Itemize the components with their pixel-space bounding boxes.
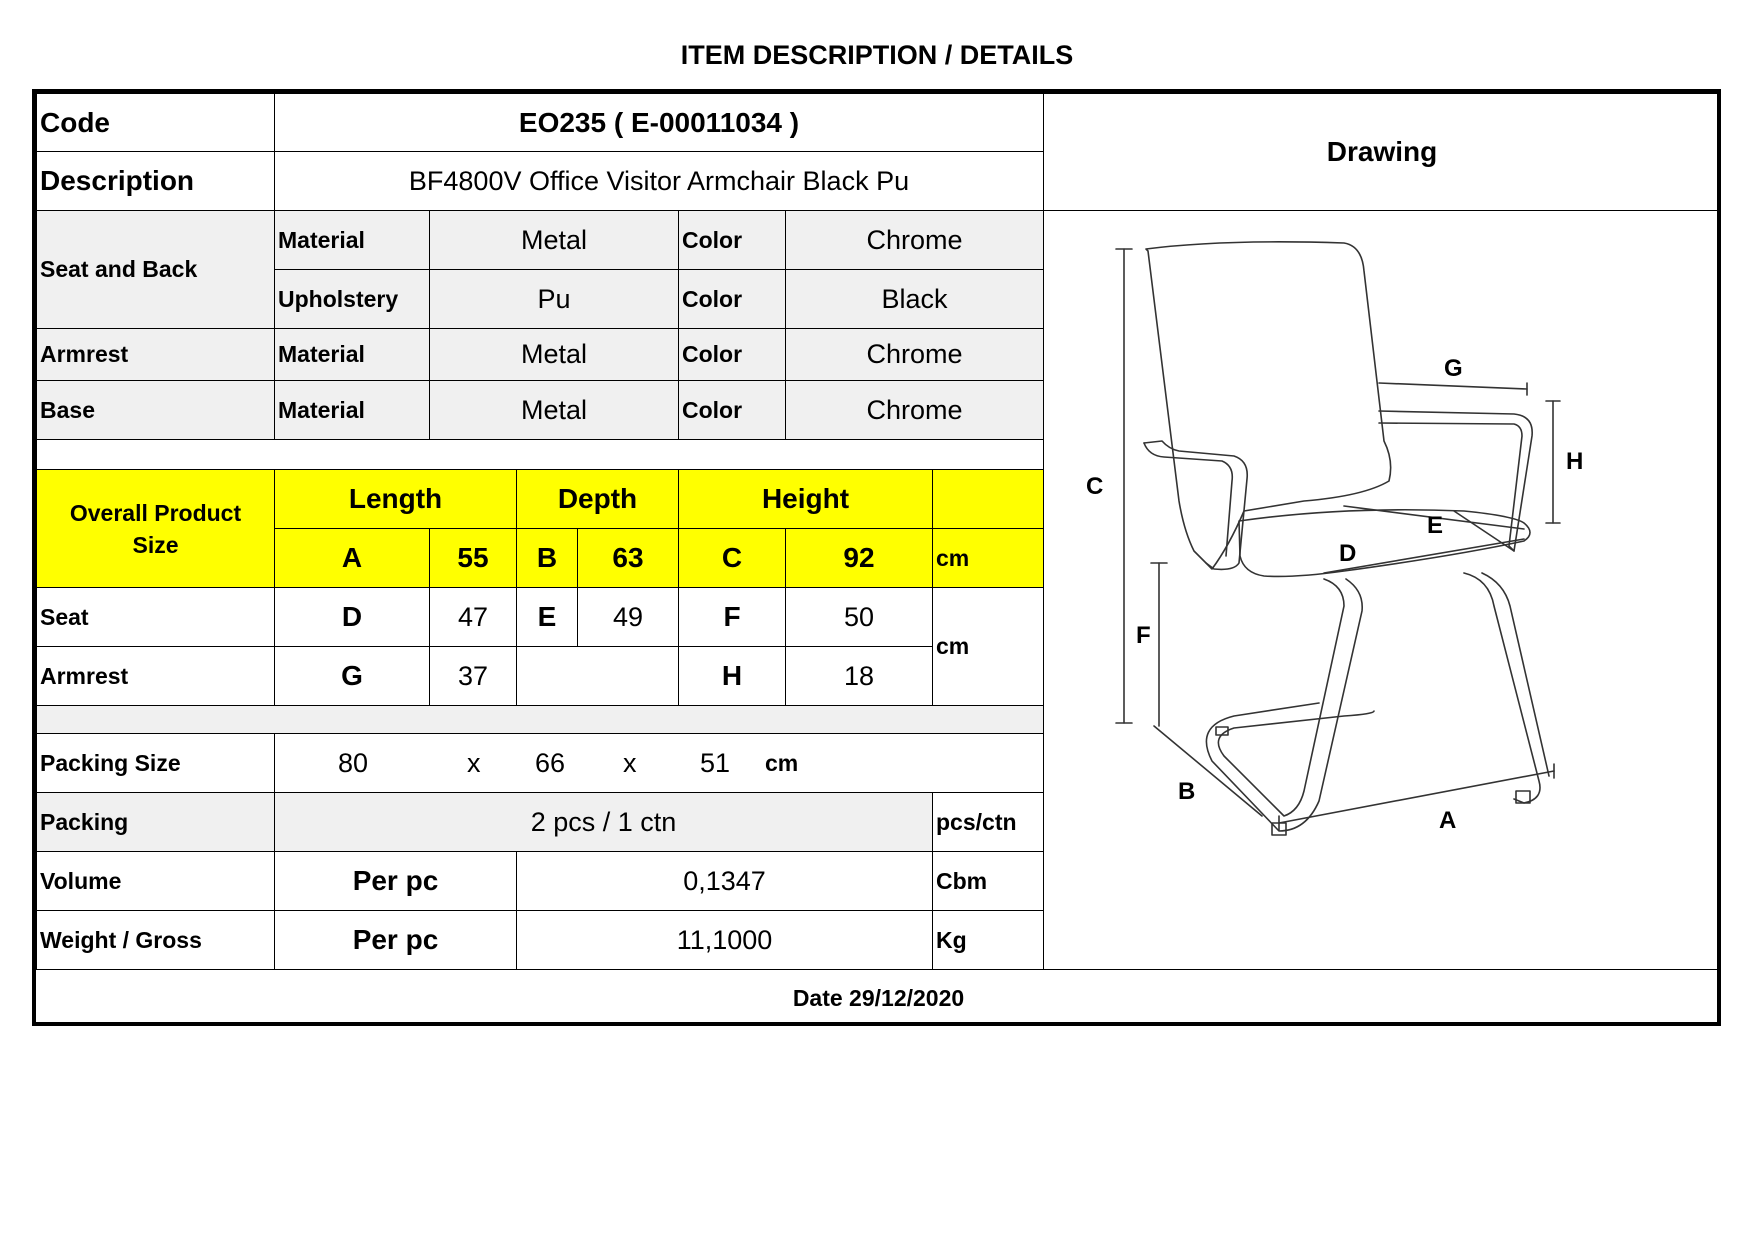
description-label: Description	[36, 151, 275, 211]
dim-value-f: 50	[785, 587, 933, 647]
packing-size-label: Packing Size	[36, 733, 275, 793]
dim-value-d: 47	[429, 587, 517, 647]
dim-letter-a: A	[274, 528, 430, 588]
label-b: B	[1178, 778, 1196, 805]
material-value: Metal	[429, 380, 679, 440]
color-value: Chrome	[785, 380, 1044, 440]
color-label: Color	[678, 269, 786, 329]
color-label: Color	[678, 380, 786, 440]
chair-drawing	[1044, 211, 1720, 969]
dim-letter-g: G	[274, 646, 430, 706]
dim-value-h: 18	[785, 646, 933, 706]
volume-per: Per pc	[274, 851, 517, 911]
packing-size-values	[274, 733, 1044, 793]
field-material: Material	[274, 328, 430, 381]
packing-value: 2 pcs / 1 ctn	[274, 792, 933, 852]
dim-letter-d: D	[274, 587, 430, 647]
color-value: Chrome	[785, 210, 1044, 270]
color-label: Color	[678, 328, 786, 381]
overall-size-label: Overall Product Size	[36, 469, 275, 588]
label-f: F	[1136, 622, 1151, 649]
date-row: Date 29/12/2020	[36, 969, 1721, 1026]
dims-unit: cm	[932, 587, 1044, 706]
dim-letter-f: F	[678, 587, 786, 647]
field-upholstery: Upholstery	[274, 269, 430, 329]
unit-header-empty	[932, 469, 1044, 529]
dim-value-c: 92	[785, 528, 933, 588]
label-h: H	[1566, 448, 1584, 475]
weight-unit: Kg	[932, 910, 1044, 970]
weight-value: 11,1000	[516, 910, 933, 970]
height-header: Height	[678, 469, 933, 529]
color-value: Chrome	[785, 328, 1044, 381]
packing-width: 66	[535, 747, 566, 778]
material-value: Metal	[429, 328, 679, 381]
seat-label: Seat	[36, 587, 275, 647]
dim-value-e: 49	[577, 587, 679, 647]
overall-unit: cm	[932, 528, 1044, 588]
drawing-area	[1043, 210, 1721, 970]
packing-size-unit: cm	[765, 749, 799, 776]
packing-length: 80	[338, 747, 369, 778]
dim-letter-c: C	[678, 528, 786, 588]
depth-header: Depth	[516, 469, 679, 529]
section-seat-and-back: Seat and Back	[36, 210, 275, 329]
label-c: C	[1086, 473, 1104, 500]
label-g: G	[1444, 355, 1463, 382]
weight-per: Per pc	[274, 910, 517, 970]
packing-height: 51	[700, 747, 731, 778]
volume-label: Volume	[36, 851, 275, 911]
code-value: EO235 ( E-00011034 )	[274, 93, 1044, 152]
code-label: Code	[36, 93, 275, 152]
label-a: A	[1439, 807, 1457, 834]
label-e: E	[1427, 512, 1444, 539]
page-title: ITEM DESCRIPTION / DETAILS	[680, 40, 1074, 70]
dim-value-g: 37	[429, 646, 517, 706]
field-material: Material	[274, 210, 430, 270]
label-d: D	[1339, 540, 1357, 567]
empty-cell	[516, 646, 679, 706]
upholstery-value: Pu	[429, 269, 679, 329]
section-armrest: Armrest	[36, 328, 275, 381]
dim-letter-b: B	[516, 528, 578, 588]
packing-label: Packing	[36, 792, 275, 852]
times-sign: x	[467, 747, 481, 778]
weight-label: Weight / Gross	[36, 910, 275, 970]
dim-letter-h: H	[678, 646, 786, 706]
color-label: Color	[678, 210, 786, 270]
description-value: BF4800V Office Visitor Armchair Black Pu	[274, 151, 1044, 211]
times-sign: x	[623, 747, 637, 778]
dim-letter-e: E	[516, 587, 578, 647]
field-material: Material	[274, 380, 430, 440]
packing-unit: pcs/ctn	[932, 792, 1044, 852]
spacer-row	[36, 439, 1044, 470]
length-header: Length	[274, 469, 517, 529]
drawing-header: Drawing	[1043, 93, 1721, 211]
volume-value: 0,1347	[516, 851, 933, 911]
material-value: Metal	[429, 210, 679, 270]
volume-unit: Cbm	[932, 851, 1044, 911]
spec-sheet	[32, 89, 1721, 1026]
armrest-dims-label: Armrest	[36, 646, 275, 706]
spacer-row	[36, 705, 1044, 734]
dim-value-a: 55	[429, 528, 517, 588]
dim-value-b: 63	[577, 528, 679, 588]
color-value: Black	[785, 269, 1044, 329]
section-base: Base	[36, 380, 275, 440]
